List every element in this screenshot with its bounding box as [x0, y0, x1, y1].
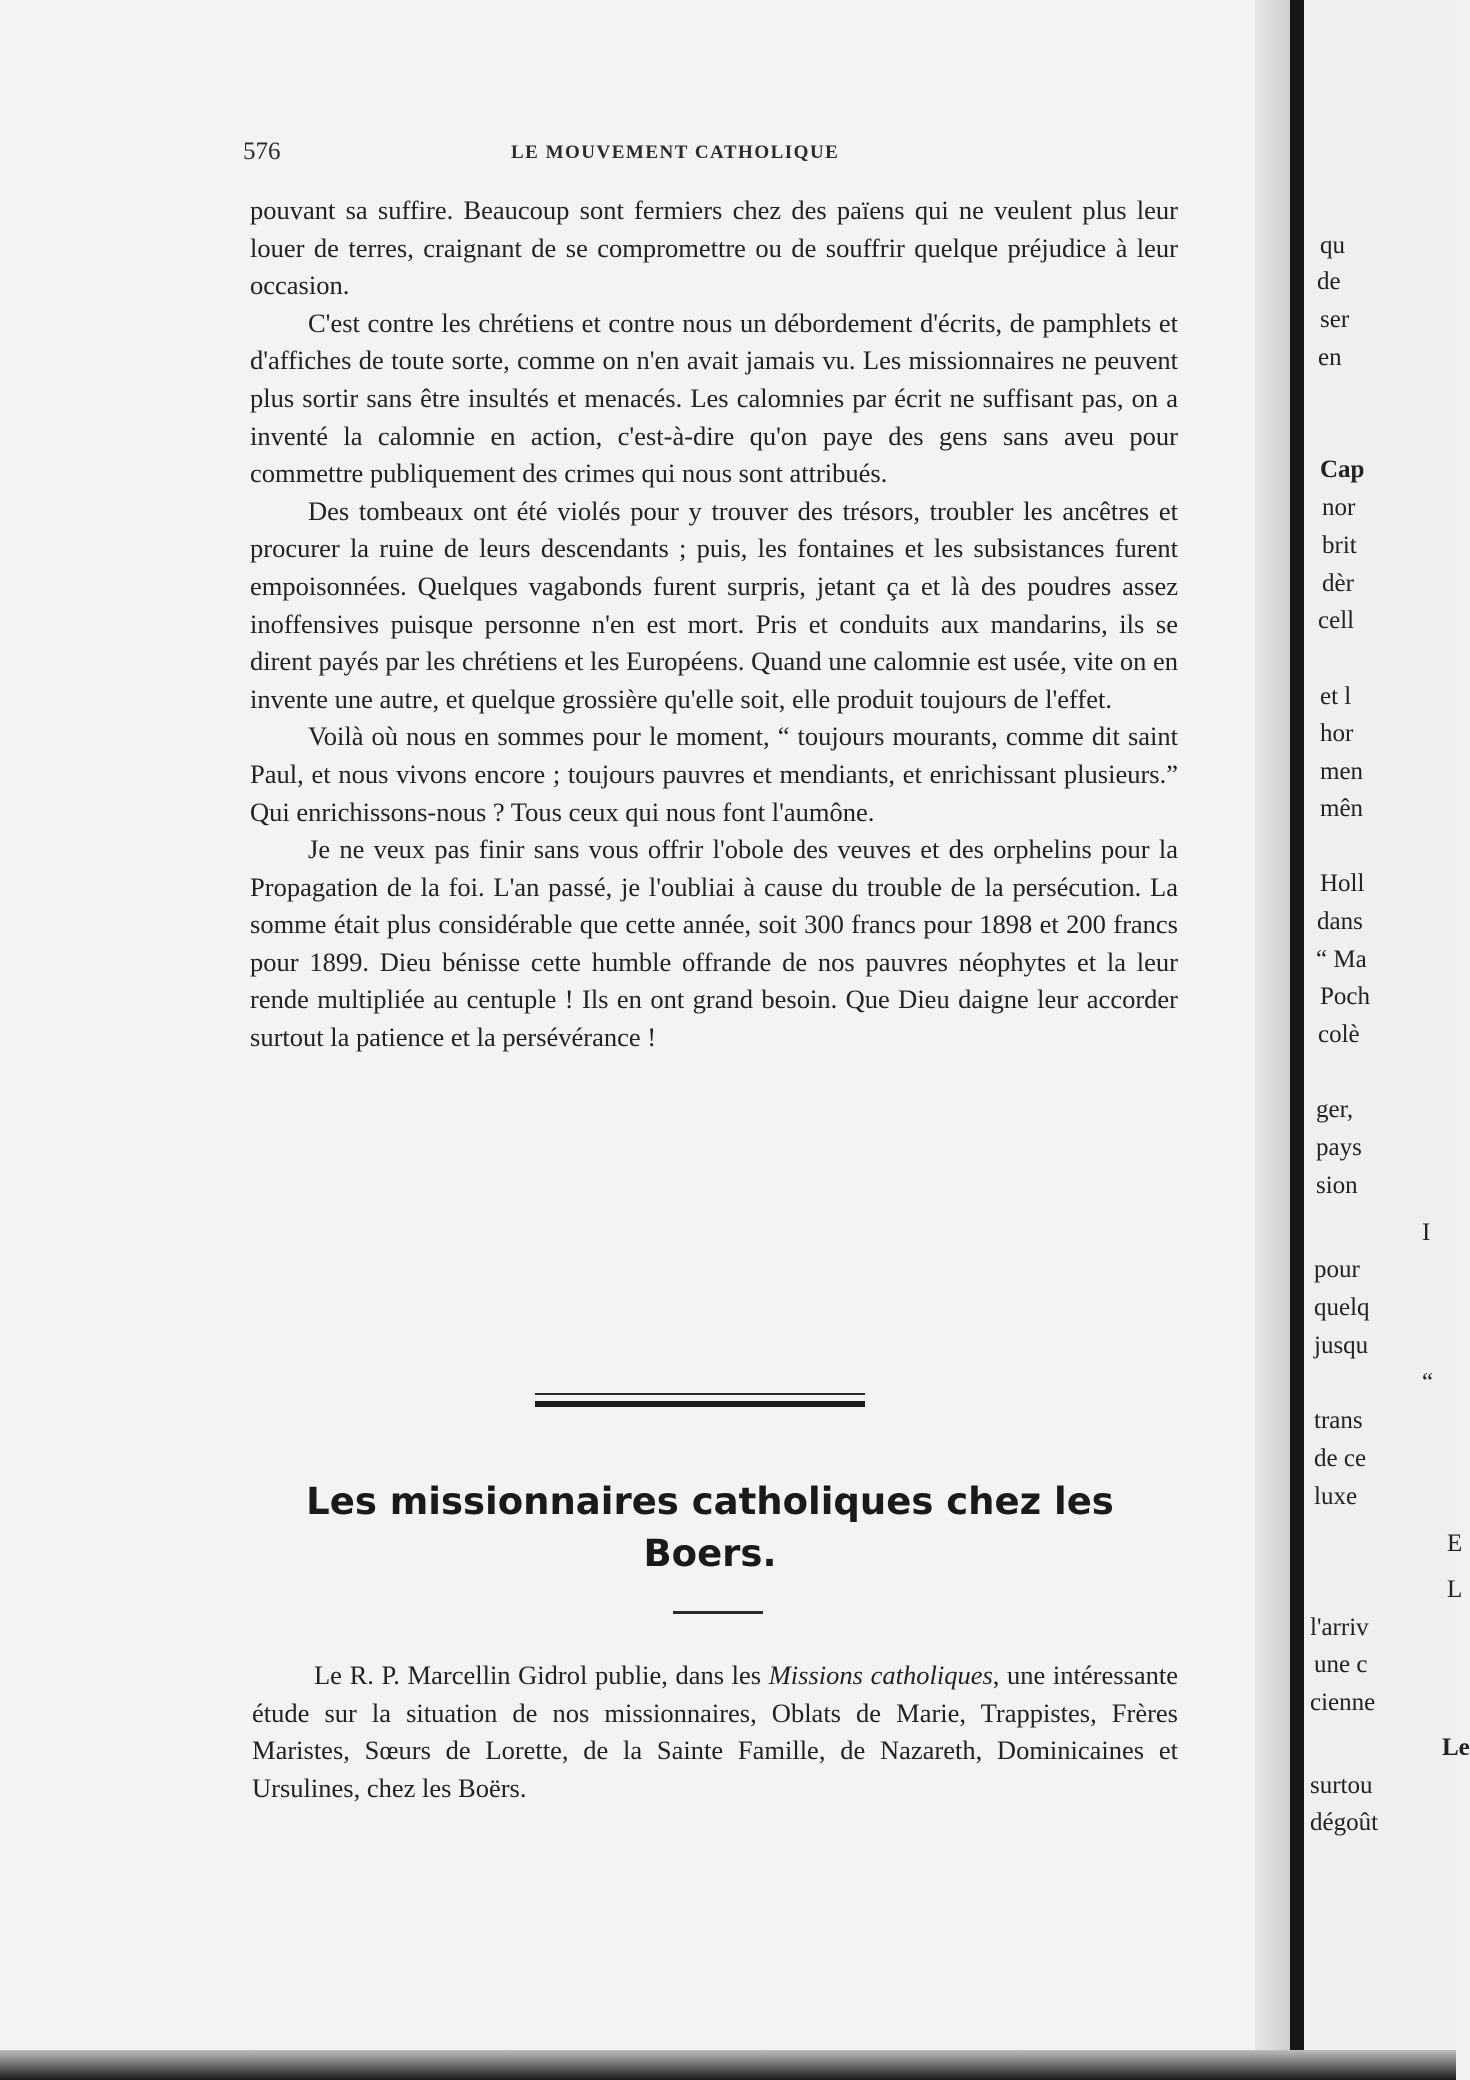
- page-number: 576: [243, 138, 281, 165]
- facing-line: qu: [1320, 232, 1345, 259]
- paragraph: Je ne veux pas finir sans vous offrir l'obole des veuves et des orphelins pour la Propagation de la foi. L'an passé, je l'oubliai à cause du trouble de la persécution. La somme était plus considérable que cette année, soit 300 francs pour 1898 et 200 francs pour 1899. Dieu bénisse cette humble offrande de nos pauvres néophytes et la leur rende multipliée au centuple ! Ils en ont grand besoin. Que Dieu daigne leur accorder surtout la patience et la persévérance !: [250, 834, 1178, 1053]
- facing-line: pour: [1314, 1256, 1360, 1283]
- facing-line: hor: [1320, 720, 1354, 747]
- section-divider-thin: [535, 1393, 865, 1395]
- facing-line: jusqu: [1314, 1332, 1369, 1359]
- facing-line: quelq: [1314, 1294, 1370, 1321]
- paragraph: pouvant sa suffire. Beaucoup sont fermiers chez des païens qui ne veulent plus leur louer de terres, craignant de se compromettre ou de souffrir quelque préjudice à leur occasion.: [250, 195, 1178, 301]
- facing-line: brit: [1322, 532, 1357, 559]
- facing-line: E: [1447, 1530, 1463, 1557]
- facing-line: Le: [1442, 1734, 1470, 1761]
- facing-line: ger,: [1316, 1096, 1354, 1123]
- facing-line: luxe: [1314, 1483, 1358, 1510]
- intro-text-start: Le R. P. Marcellin Gidrol publie, dans les: [314, 1660, 769, 1690]
- article-body: [250, 192, 1178, 1057]
- facing-line: de: [1317, 268, 1341, 295]
- facing-line: colè: [1318, 1021, 1360, 1048]
- facing-line: trans: [1314, 1407, 1363, 1434]
- facing-line: nor: [1322, 494, 1356, 521]
- facing-line: men: [1320, 758, 1364, 785]
- paragraph: C'est contre les chrétiens et contre nous un débordement d'écrits, de pamphlets et d'affiches de toute sorte, comme on n'en avait jamais vu. Les missionnaires ne peuvent plus sortir sans être insultés et menacés. Les calomnies par écrit ne suffisant pas, on a inventé la calomnie en action, c'est-à-dire qu'on paye des gens sans aveu pour commettre publiquement des crimes qui nous sont attribués.: [250, 307, 1178, 489]
- intro-text-end: , une intéressante étude sur la situation de nos missionnaires, Oblats de Marie, Trappistes, Frères Maristes, Sœurs de Lorette, de la Sainte Famille, de Nazareth, Dominicaines et Ursulines, chez les Boërs.: [252, 1660, 1178, 1803]
- scan-bottom-edge: [0, 2050, 1456, 2080]
- facing-line: Holl: [1320, 870, 1365, 897]
- facing-line: Poch: [1320, 983, 1370, 1010]
- facing-line: dans: [1317, 908, 1363, 935]
- facing-line: de ce: [1314, 1445, 1367, 1472]
- facing-line: dèr: [1322, 570, 1354, 597]
- paragraph: Des tombeaux ont été violés pour y trouver des trésors, troubler les ancêtres et procurer la ruine de leurs descendants ; puis, les fontaines et les subsistances furent empoisonnées. Quelques vagabonds furent surpris, jetant ça et là des poudres assez inoffensives puisque personne n'en est mort. Pris et conduits aux mandarins, ils se dirent payés par les chrétiens et les Européens. Quand une calomnie est usée, vite on en invente une autre, et quelque grossière qu'elle soit, elle produit toujours de l'effet.: [250, 495, 1178, 714]
- facing-line: en: [1318, 344, 1342, 371]
- facing-line: cell: [1318, 607, 1355, 634]
- section-intro-paragraph: [252, 1657, 1178, 1807]
- running-title: LE MOUVEMENT CATHOLIQUE: [511, 142, 840, 163]
- facing-line: L: [1447, 1576, 1463, 1603]
- paragraph: Voilà où nous en sommes pour le moment, “ toujours mourants, comme dit saint Paul, et nous vivons encore ; toujours pauvres et mendiants, et enrichissant plusieurs.” Qui enrichissons-nous ? Tous ceux qui nous font l'aumône.: [250, 721, 1178, 827]
- facing-line: surtou: [1310, 1772, 1373, 1799]
- running-head: [243, 138, 1163, 168]
- title-underline-rule: [673, 1611, 763, 1614]
- facing-page: [1304, 0, 1470, 2080]
- facing-line: “: [1422, 1369, 1434, 1396]
- section-divider-thick: [535, 1401, 865, 1407]
- facing-line: cienne: [1310, 1689, 1376, 1716]
- publication-title: Missions catholiques: [768, 1660, 993, 1690]
- facing-line: sion: [1316, 1172, 1358, 1199]
- facing-line: I: [1422, 1219, 1431, 1246]
- facing-line: l'arriv: [1310, 1614, 1369, 1641]
- book-spine: [1290, 0, 1304, 2080]
- facing-line: “ Ma: [1316, 946, 1367, 973]
- facing-line: ser: [1320, 306, 1350, 333]
- facing-line: mên: [1320, 795, 1364, 822]
- facing-line: pays: [1316, 1134, 1362, 1161]
- gutter-shadow: [1255, 0, 1290, 2080]
- facing-line: et l: [1320, 683, 1352, 710]
- section-title: Les missionnaires catholiques chez les Boers.: [306, 1480, 1114, 1575]
- facing-line: Cap: [1320, 456, 1365, 483]
- facing-line: dégoût: [1310, 1809, 1379, 1836]
- facing-line: une c: [1314, 1651, 1368, 1678]
